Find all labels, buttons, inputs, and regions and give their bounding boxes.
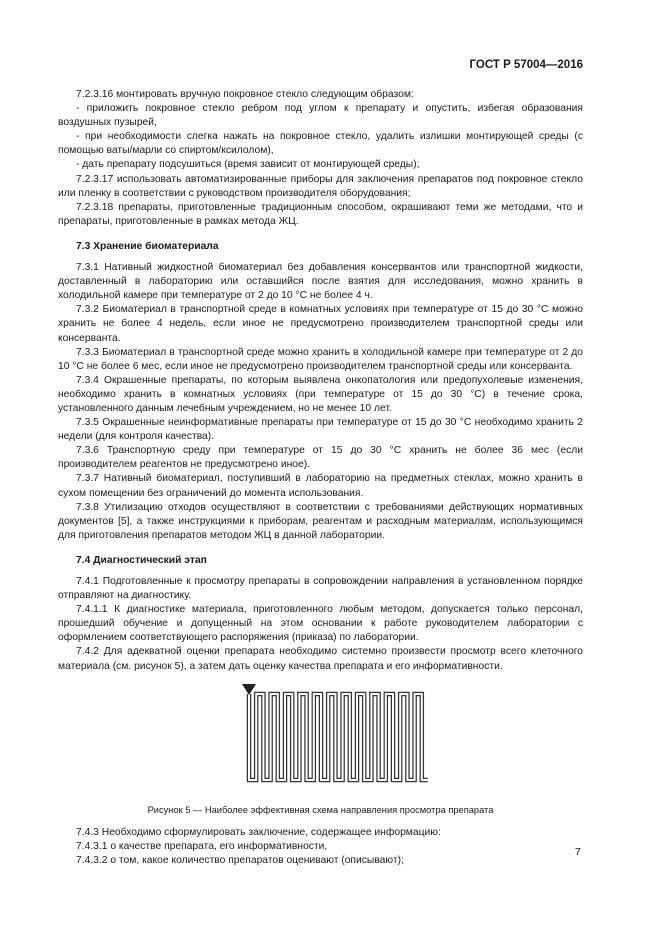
paragraph: 7.4.3 Необходимо сформулировать заключение, содержащее информацию: [76,826,441,838]
scan-path-diagram [242,684,438,792]
paragraph: - при необходимости слегка нажать на покровное стекло, удалить излишки монтирующей среды (с помощью ваты/марли со спиртом/ксилолом), [58,131,583,157]
page-content [58,88,583,868]
section-heading-7-3: 7.3 Хранение биоматериала [76,240,219,252]
paragraph: 7.4.2 Для адекватной оценки препарата необходимо системно произвести просмотр всего клеточного материала (см. рисунок 5), а затем дать оценку качества препарата и его информативности. [58,646,583,672]
paragraph: 7.3.2 Биоматериал в транспортной среде в комнатных условиях при температуре от 15 до 30 °С можно хранить не более 4 недель, если иное не предусмотрено производителем транспортной среды или консерванта. [58,304,583,344]
paragraph: 7.4.3.1 о качестве препарата, его информативности, [76,840,328,852]
paragraph: 7.3.8 Утилизацию отходов осуществляют в соответствии с требованиями действующих нормативных документов [5], а также инструкциями к приборам, реагентам и расходным материалам, использующимся для приготовления препаратов методом ЖЦ в данной лаборатории. [58,501,583,541]
document-id: ГОСТ Р 57004—2016 [469,59,583,71]
paragraph: 7.3.3 Биоматериал в транспортной среде можно хранить в холодильной камере при температуре от 2 до 10 °С не более 6 мес, если иное не предусмотрено производителем транспортной среды или консерванта. [58,346,583,372]
paragraph: 7.4.1 Подготовленные к просмотру препараты в сопровождении направления в установленном порядке отправляют на диагностику. [58,576,583,602]
start-arrow-icon [242,684,256,695]
paragraph: - приложить покровное стекло ребром под углом к препарату и опустить, избегая образования воздушных пузырей, [58,103,583,129]
paragraph: 7.4.3.2 о том, какое количество препаратов оценивают (описывают); [76,854,404,866]
paragraph: 7.3.4 Окрашенные препараты, по которым выявлена онкопатология или предопухолевые изменения, необходимо хранить в комнатных условиях (при температуре от 15 до 30 °С) в течение срока, установленного данным лечебным учреждением, но не менее 10 лет. [58,374,583,414]
paragraph: 7.4.1.1 К диагностике материала, приготовленного любым методом, допускается только персонал, прошедший обучение и допущенный на этом основании к работе руководителем лаборатории с оформлением соответствующего распоряжения (приказа) по лаборатории. [58,604,583,644]
paragraph: 7.3.7 Нативный биоматериал, поступивший в лабораторию на предметных стеклах, можно хранить в сухом помещении без ограничений до момента использования. [58,473,583,499]
paragraph: 7.2.3.16 монтировать вручную покровное стекло следующим образом: [76,89,414,100]
section-heading-7-4: 7.4 Диагностический этап [76,554,207,566]
paragraph: 7.2.3.17 использовать автоматизированные приборы для заключения препаратов под покровное стекло или пленку в соответствии с руководством производителя оборудования; [58,173,583,199]
paragraph: - дать препарату подсушиться (время зависит от монтирующей среды); [76,159,420,171]
paragraph: 7.2.3.18 препараты, приготовленные традиционным способом, окрашивают теми же методами, что и препараты, приготовленные в рамках метода ЖЦ. [58,201,583,227]
figure-5 [58,684,583,799]
paragraph: 7.3.6 Транспортную среду при температуре от 15 до 30 °С хранить не более 36 мес (если производителем реагентов не предусмотрено иное). [58,445,583,471]
figure-caption: Рисунок 5 — Наиболее эффективная схема направления просмотра препарата [147,804,494,815]
paragraph: 7.3.1 Нативный жидкостной биоматериал без добавления консервантов или транспортной жидкости, доставленный в лабораторию или оставшийся после взятия для исследования, можно хранить в холодильной камере при температуре от 2 до 10 °С не более 4 ч. [58,262,583,302]
paragraph: 7.3.5 Окрашенные неинформативные препараты при температуре от 15 до 30 °С необходимо хранить 2 недели (для контроля качества). [58,417,583,443]
page-number: 7 [575,846,581,858]
